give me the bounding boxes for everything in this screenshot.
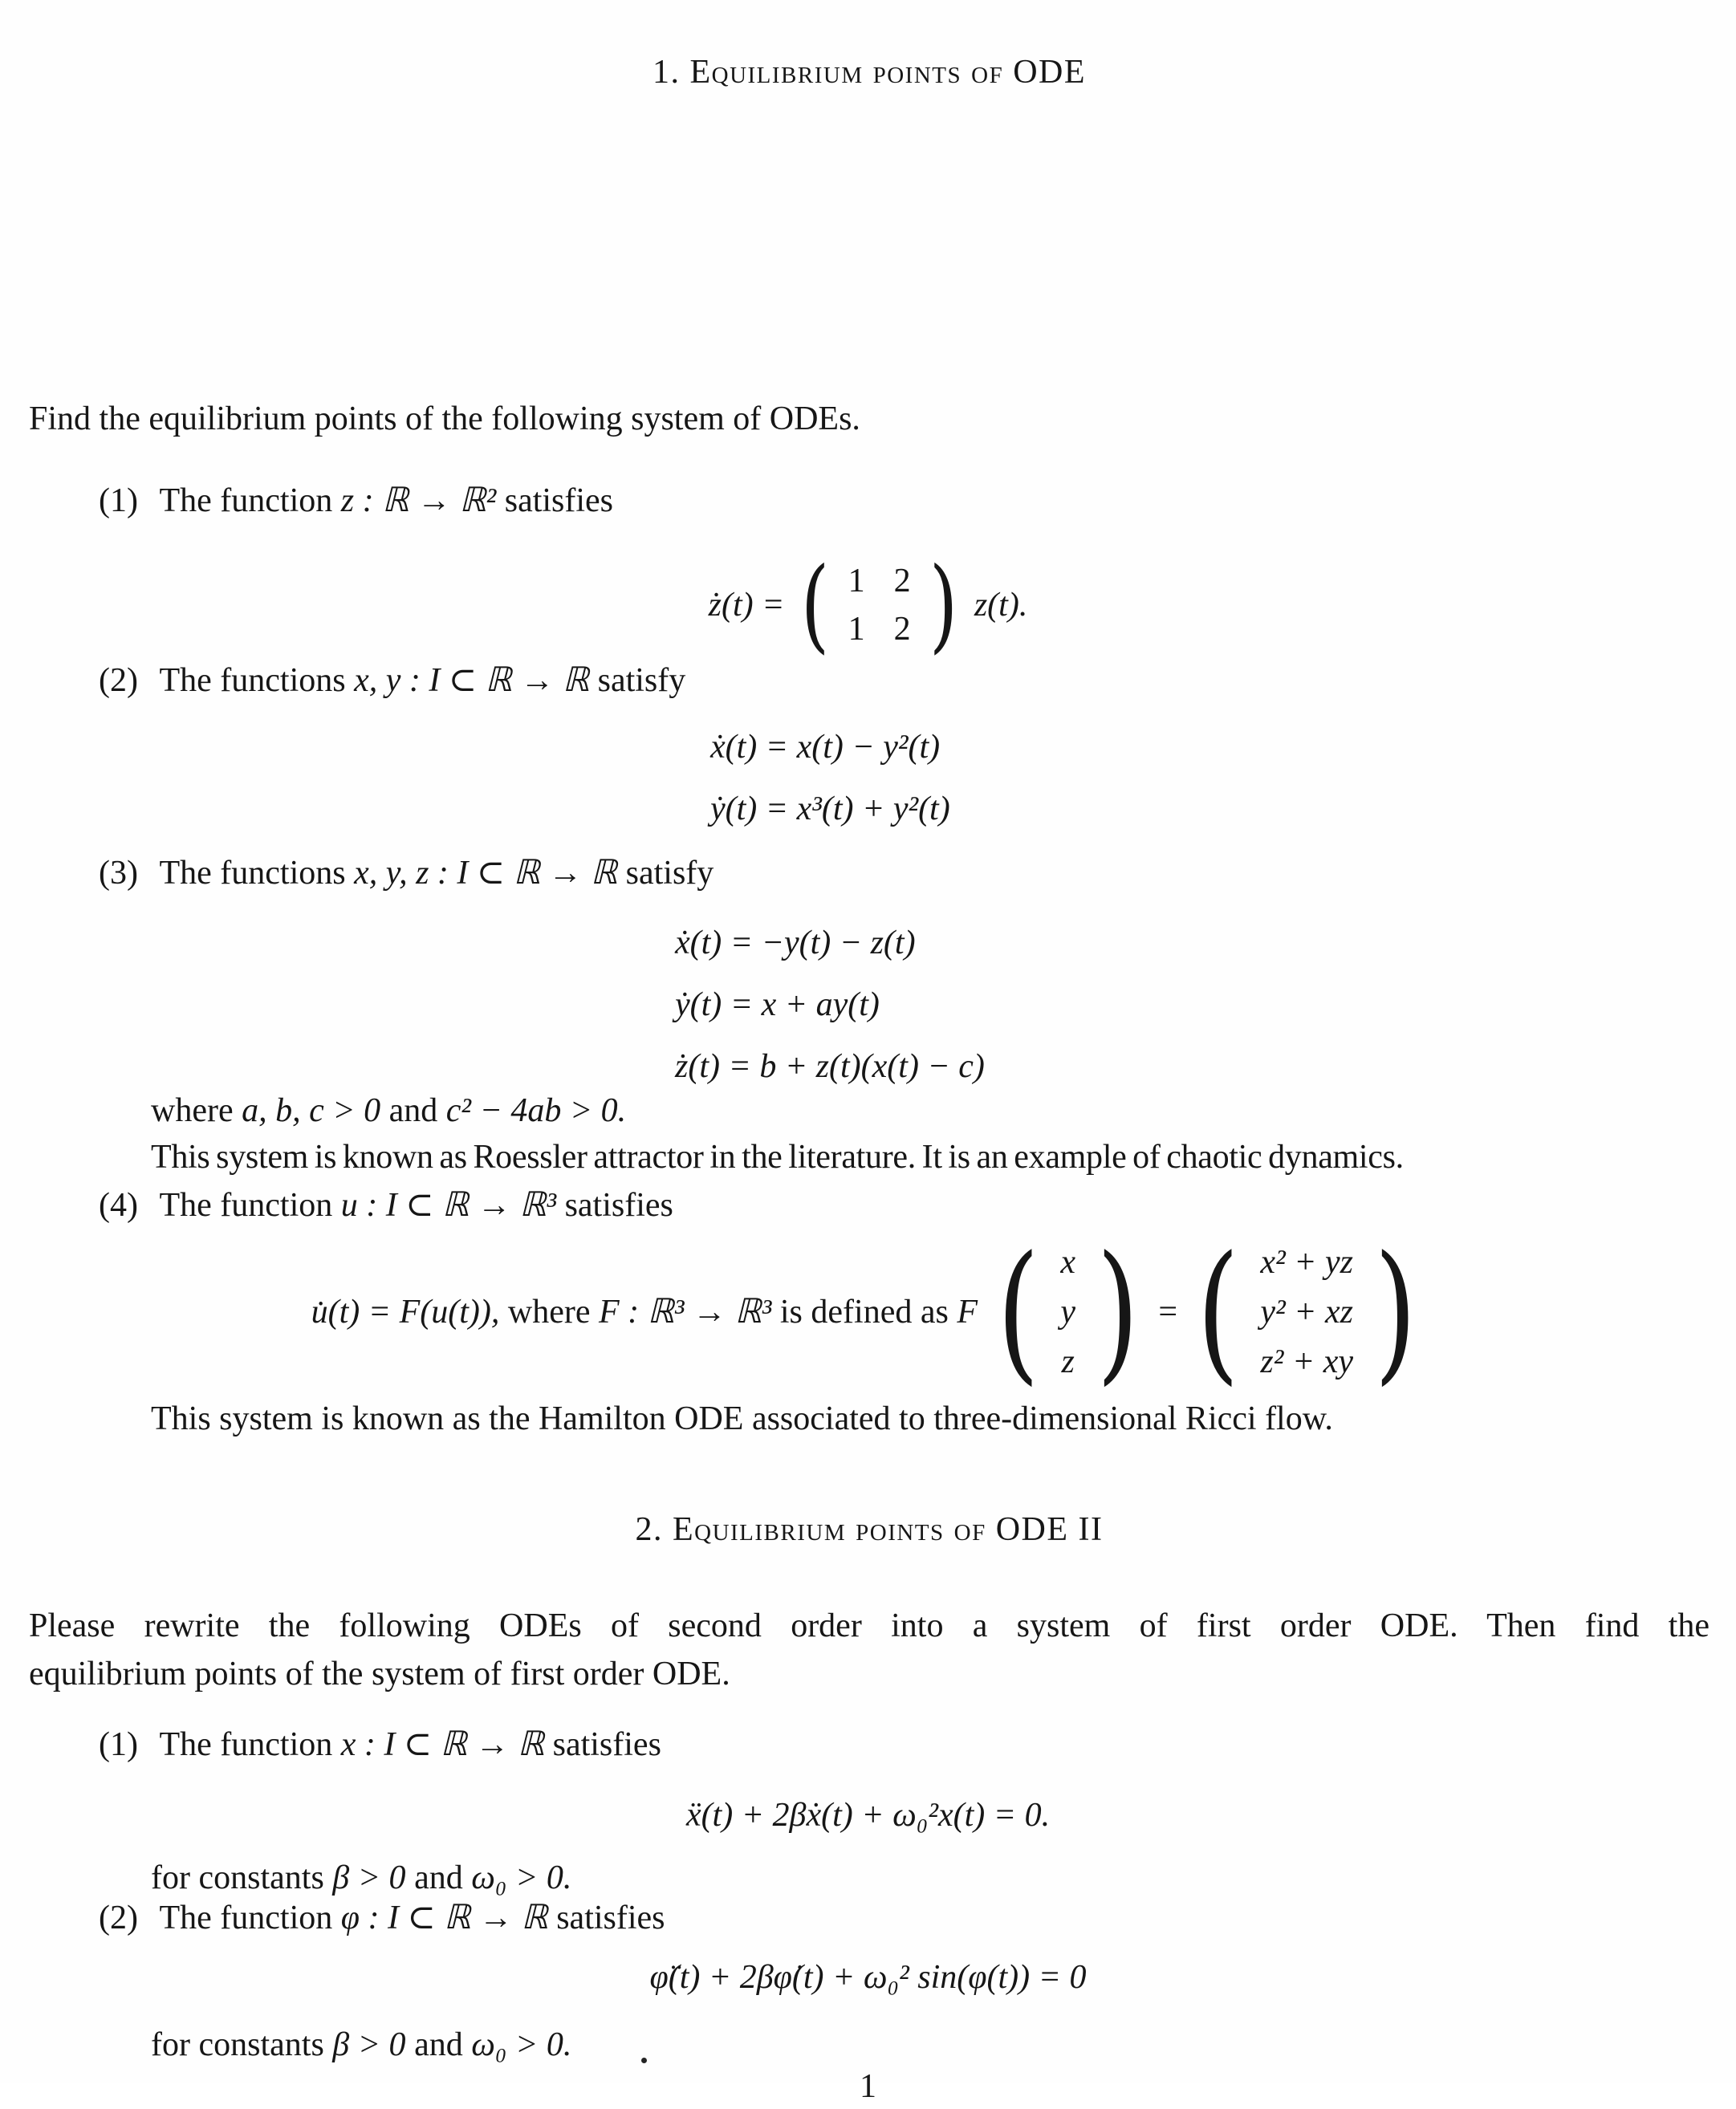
left-paren: ( — [801, 546, 830, 664]
item-marker: (2) — [99, 1900, 138, 1936]
item-post-text: satisfies — [556, 1900, 665, 1936]
section-2-heading: 2. Equilibrium points of ODE II — [635, 1511, 1104, 1548]
equation-lhs: ż(t) = — [708, 587, 785, 624]
hamilton-note: This system is known as the Hamilton ODE associated to three-dimensional Ricci flow. — [151, 1400, 1333, 1437]
and-text: and — [388, 1092, 438, 1129]
defined-as-text: is defined as — [779, 1294, 949, 1331]
item-pre-text: The function — [159, 1726, 333, 1763]
equation-text: φ̈(t) + 2βφ̇(t) + ω₀² sin(φ(t)) = 0 — [649, 1959, 1087, 1996]
right-paren: ) — [929, 546, 957, 664]
item-math: x : I ⊂ ℝ → ℝ — [340, 1726, 545, 1763]
right-paren: ) — [1374, 1223, 1417, 1400]
item-marker: (3) — [99, 855, 138, 892]
condition-math: c² − 4ab > 0. — [445, 1092, 627, 1129]
list-item-1-3 — [29, 851, 1710, 896]
right-paren: ) — [1096, 1223, 1140, 1400]
matrix-2x2 — [848, 559, 911, 652]
item-post-text: satisfies — [504, 482, 614, 519]
left-paren: ( — [1197, 1223, 1240, 1400]
item-math: z : ℝ → ℝ² — [340, 482, 497, 519]
list-item-1-4 — [29, 1183, 1710, 1228]
condition-math: ω₀ > 0. — [471, 2026, 572, 2063]
item-pre-text: The functions — [159, 855, 346, 892]
vector-entry: x² + yz — [1260, 1244, 1353, 1281]
constants-text: for constants — [151, 2026, 324, 2063]
item-text — [160, 1187, 673, 1224]
item-text — [160, 1900, 665, 1936]
item-pre-text: The function — [159, 1900, 333, 1936]
equation-line: ẏ(t) = x + ay(t) — [675, 986, 880, 1023]
equation-text: ẍ(t) + 2βẋ(t) + ω₀²x(t) = 0. — [685, 1797, 1051, 1834]
equation-line: ẋ(t) = x(t) − y²(t) — [710, 729, 941, 766]
display-equation-pendulum — [0, 1955, 1736, 2000]
constants-text: for constants — [151, 1859, 324, 1896]
section-1-intro: Find the equilibrium points of the following system of ODEs. — [29, 400, 860, 437]
map-math: F : ℝ³ → ℝ³ — [599, 1294, 772, 1331]
condition-math: a, b, c > 0 — [242, 1092, 381, 1129]
vector-entry: y² + xz — [1260, 1294, 1353, 1331]
item-text — [160, 662, 686, 699]
item-post-text: satisfies — [552, 1726, 661, 1763]
display-equation-hamilton — [0, 1223, 1736, 1400]
section-1-heading: 1. Equilibrium points of ODE — [652, 54, 1087, 91]
list-item-1-2 — [29, 658, 1710, 703]
equation-block-roessler — [675, 912, 985, 1098]
ink-speck — [641, 2058, 647, 2063]
and-text: and — [414, 2026, 463, 2063]
item-pre-text: The function — [159, 482, 333, 519]
display-equation-matrix — [0, 546, 1736, 664]
item-text — [160, 482, 614, 519]
item-math: x, y : I ⊂ ℝ → ℝ — [354, 662, 590, 699]
equation-line: ż(t) = b + z(t)(x(t) − c) — [675, 1048, 985, 1085]
item-pre-text: The functions — [159, 662, 346, 699]
vector-entry: y — [1060, 1294, 1076, 1331]
constants-note-1 — [151, 1855, 1710, 1900]
vector-argument — [1060, 1239, 1075, 1385]
item-math: x, y, z : I ⊂ ℝ → ℝ — [354, 855, 618, 892]
condition-math: β > 0 — [332, 1859, 406, 1896]
constants-note-2 — [151, 2022, 1710, 2067]
and-text: and — [414, 1859, 463, 1896]
item-pre-text: The function — [159, 1187, 333, 1224]
equation-line: ẋ(t) = −y(t) − z(t) — [675, 924, 916, 961]
where-condition-line — [151, 1088, 1710, 1133]
condition-math: β > 0 — [332, 2026, 406, 2063]
function-symbol: F — [957, 1294, 978, 1331]
page-number: 1 — [860, 2068, 876, 2105]
item-text — [160, 855, 714, 892]
display-equation-oscillator — [0, 1793, 1736, 1838]
item-marker: (2) — [99, 662, 138, 699]
vector-entry: x — [1060, 1244, 1076, 1281]
condition-math: ω₀ > 0. — [471, 1859, 572, 1896]
matrix-cell: 1 — [848, 563, 865, 599]
equation-lhs: u̇(t) = F(u(t)), — [311, 1294, 500, 1331]
item-marker: (4) — [99, 1187, 138, 1224]
where-text: where — [507, 1294, 591, 1331]
item-math: u : I ⊂ ℝ → ℝ³ — [340, 1187, 557, 1224]
item-text — [160, 1726, 661, 1763]
matrix-cell: 2 — [893, 563, 911, 599]
list-item-2-1 — [29, 1722, 1710, 1767]
list-item-2-2 — [29, 1896, 1710, 1940]
equation-text — [311, 1290, 978, 1335]
item-post-text: satisfy — [597, 662, 686, 699]
section-2-intro-line-2: equilibrium points of the system of first order ODE. — [29, 1656, 730, 1692]
matrix-cell: 2 — [893, 611, 911, 648]
item-marker: (1) — [99, 1726, 138, 1763]
item-post-text: satisfy — [625, 855, 714, 892]
equation-block-xy — [710, 717, 950, 840]
item-marker: (1) — [99, 482, 138, 519]
list-item-1-1 — [29, 478, 1710, 523]
item-math: φ : I ⊂ ℝ → ℝ — [340, 1900, 548, 1936]
left-paren: ( — [997, 1223, 1040, 1400]
roessler-note: This system is known as Roessler attractor in the literature. It is an example of chaotic dynamics. — [151, 1139, 1404, 1176]
vector-entry: z² + xy — [1260, 1343, 1353, 1380]
equation-rhs: z(t). — [974, 587, 1028, 624]
vector-entry: z — [1061, 1343, 1075, 1380]
vector-value — [1260, 1239, 1353, 1385]
section-2-intro-line-1: Please rewrite the following ODEs of second order into a system of first order ODE. Then find the — [29, 1607, 1710, 1644]
equation-line: ẏ(t) = x³(t) + y²(t) — [710, 790, 950, 827]
matrix-cell: 1 — [848, 611, 865, 648]
equals-sign: = — [1158, 1294, 1178, 1331]
item-post-text: satisfies — [564, 1187, 673, 1224]
where-text: where — [151, 1092, 234, 1129]
